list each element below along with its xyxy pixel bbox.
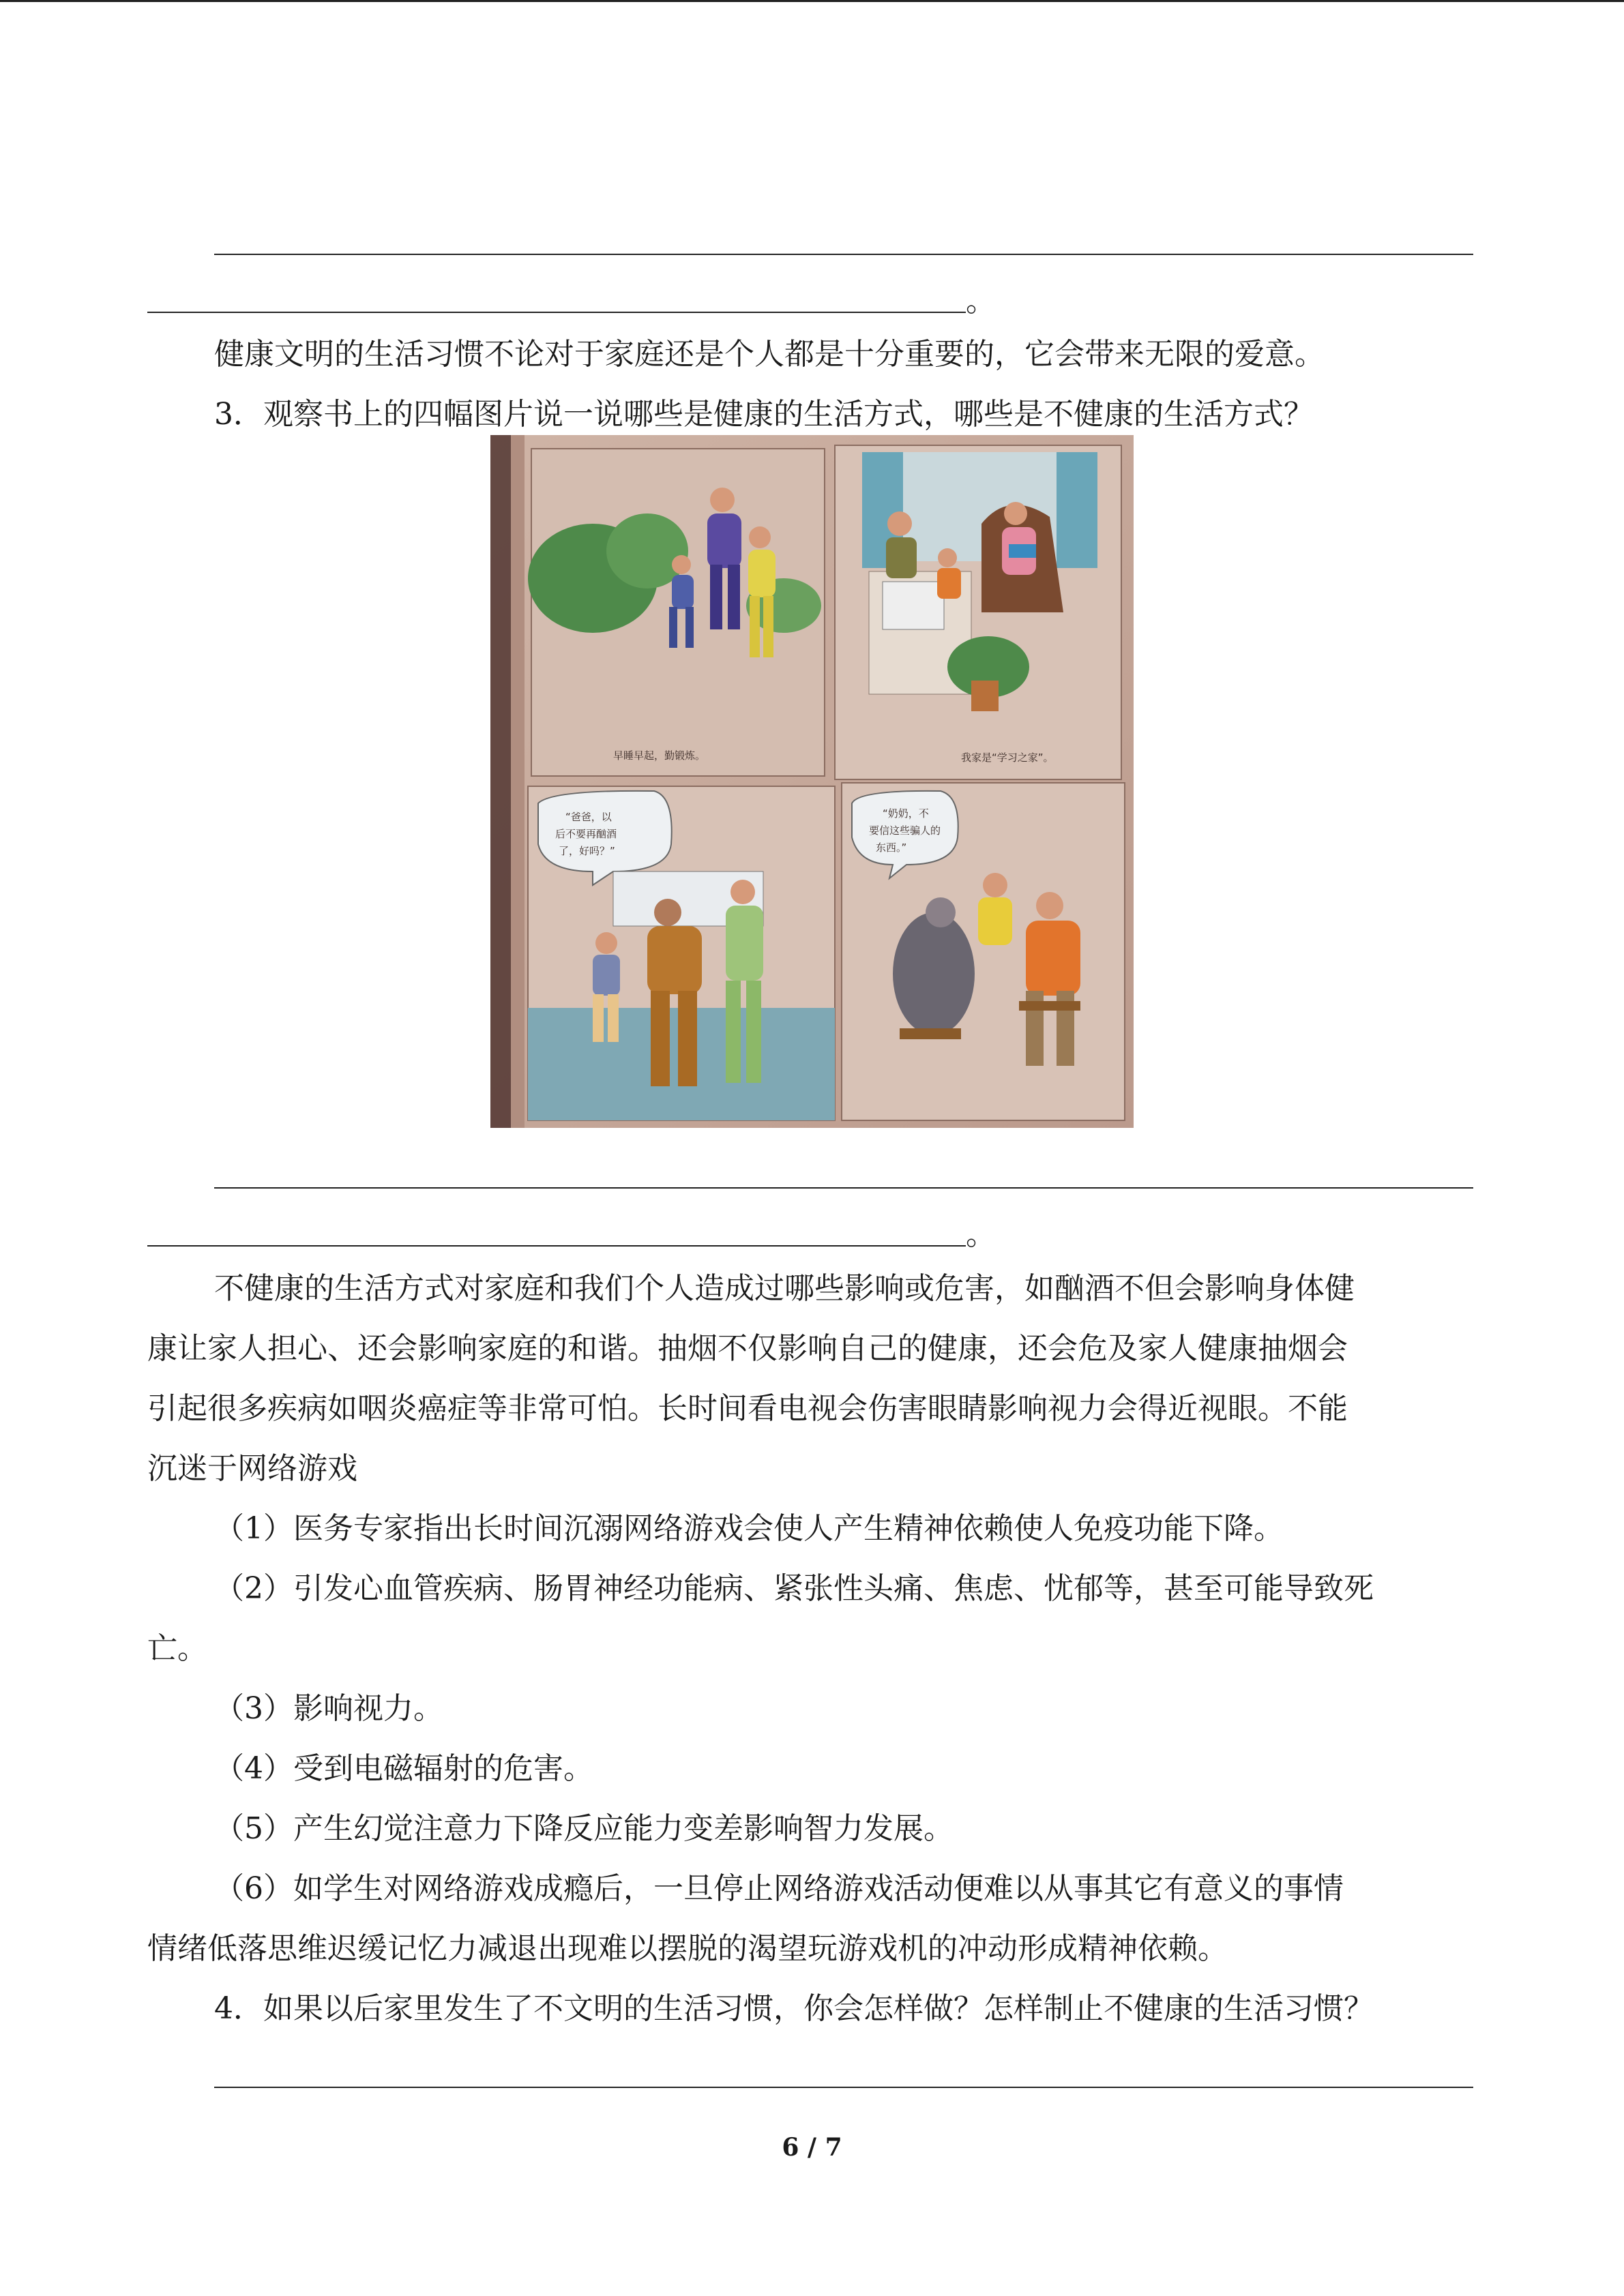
bubble-superstition-line-1: “奶奶，不 [883, 807, 929, 820]
answer-line [214, 254, 1473, 255]
question-3: 3．观察书上的四幅图片说一说哪些是健康的生活方式，哪些是不健康的生活方式？ [214, 397, 1314, 432]
answer-line [147, 312, 966, 313]
paragraph-harm-line: 康让家人担心、还会影响家庭的和谐。抽烟不仅影响自己的健康，还会危及家人健康抽烟会 [147, 1331, 1348, 1366]
list-item-2-cont: 亡。 [147, 1631, 207, 1666]
answer-period: 。 [966, 1217, 996, 1252]
list-item-3: （3）影响视力。 [214, 1691, 443, 1726]
bubble-drinking-line-2: 后不要再酗酒 [555, 828, 617, 840]
bubble-superstition-line-3: 东西。” [876, 841, 907, 854]
top-border [0, 0, 1624, 2]
paragraph-habit: 健康文明的生活习惯不论对于家庭还是个人都是十分重要的，它会带来无限的爱意。 [214, 337, 1325, 372]
list-item-6: （6）如学生对网络游戏成瘾后，一旦停止网络游戏活动便难以从事其它有意义的事情 [214, 1871, 1344, 1906]
paragraph-harm-line: 引起很多疾病如咽炎癌症等非常可怕。长时间看电视会伤害眼睛影响视力会得近视眼。不能 [147, 1391, 1348, 1426]
textbook-illustration [490, 435, 1134, 1128]
answer-line [214, 2087, 1473, 2088]
bubble-superstition-line-2: 要信这些骗人的 [869, 824, 941, 837]
answer-line [147, 1245, 966, 1247]
list-item-5: （5）产生幻觉注意力下降反应能力变差影响智力发展。 [214, 1811, 954, 1846]
page-number: 6 / 7 [782, 2133, 842, 2162]
caption-study: 我家是“学习之家”。 [961, 751, 1054, 764]
answer-period: 。 [966, 284, 996, 318]
list-item-6-cont: 情绪低落思维迟缓记忆力减退出现难以摆脱的渴望玩游戏机的冲动形成精神依赖。 [147, 1931, 1228, 1966]
bubble-drinking-line-1: “爸爸，以 [565, 811, 612, 823]
list-item-1: （1）医务专家指出长时间沉溺网络游戏会使人产生精神依赖使人免疫功能下降。 [214, 1511, 1284, 1546]
bubble-drinking-line-3: 了，好吗？” [559, 845, 615, 857]
paragraph-harm-line: 不健康的生活方式对家庭和我们个人造成过哪些影响或危害，如酗酒不但会影响身体健 [214, 1271, 1355, 1306]
panel-study [835, 445, 1121, 779]
panel-exercise [528, 449, 825, 776]
caption-exercise: 早睡早起，勤锻炼。 [613, 749, 706, 762]
answer-line [214, 1187, 1473, 1189]
question-4: 4．如果以后家里发生了不文明的生活习惯，你会怎样做？怎样制止不健康的生活习惯？ [214, 1991, 1374, 2026]
list-item-4: （4）受到电磁辐射的危害。 [214, 1751, 593, 1786]
list-item-2: （2）引发心血管疾病、肠胃神经功能病、紧张性头痛、焦虑、忧郁等，甚至可能导致死 [214, 1571, 1374, 1606]
paragraph-harm-line: 沉迷于网络游戏 [147, 1451, 357, 1486]
